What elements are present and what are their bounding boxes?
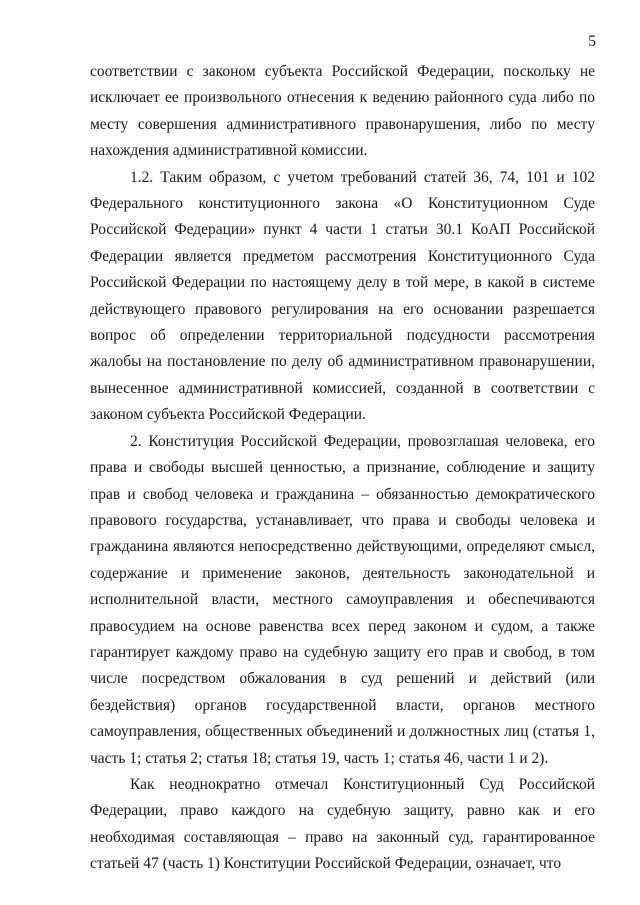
paragraph-2: 2. Конституция Российской Федерации, провозглашая человека, его права и свободы высшей ценностью, а признание, соблюдение и защиту прав и свобод человека и гражданина – обязанностью демократического правового государства, устанавливает, что права и свободы человека и гражданина являются непосредственно действующими, определяют смысл, содержание и применение законов, деятельность законодательной и исполнительной власти, местного самоуправления и обеспечиваются правосудием на основе равенства всех перед законом и судом, а также гарантирует каждому право на судебную защиту его прав и свобод, в том числе посредством обжалования в суд решений и действий (или бездействия) органов государственной власти, органов местного самоуправления, общественных объединений и должностных лиц (статья 1, часть 1; статья 2; статья 18; статья 19, часть 1; статья 46, части 1 и 2). (90, 432, 595, 767)
paragraph-continued: соответствии с законом субъекта Российской Федерации, поскольку не исключает ее произвольного отнесения к ведению районного суда либо по месту совершения административного правонарушения, либо по месту нахождения административной комиссии. (90, 63, 595, 160)
document-body (90, 59, 595, 878)
paragraph-3: Как неоднократно отмечал Конституционный Суд Российской Федерации, право каждого на судебную защиту, равно как и его необходимая составляющая – право на законный суд, гарантированное статьей 47 (часть 1) Конституции Российской Федерации, означает, что (90, 775, 595, 873)
paragraph-1-2: 1.2. Таким образом, с учетом требований статей 36, 74, 101 и 102 Федерального конституционного закона «О Конституционном Суде Российской Федерации» пункт 4 части 1 статьи 30.1 КоАП Российской Федерации является предметом рассмотрения Конституционного Суда Российской Федерации по настоящему делу в той мере, в какой в системе действующего правового регулирования на его основании разрешается вопрос об определении территориальной подсудности рассмотрения жалобы на постановление по делу об административном правонарушении, вынесенное административной комиссией, созданной в соответствии с законом субъекта Российской Федерации. (90, 168, 595, 424)
page-number: 5 (588, 33, 596, 50)
